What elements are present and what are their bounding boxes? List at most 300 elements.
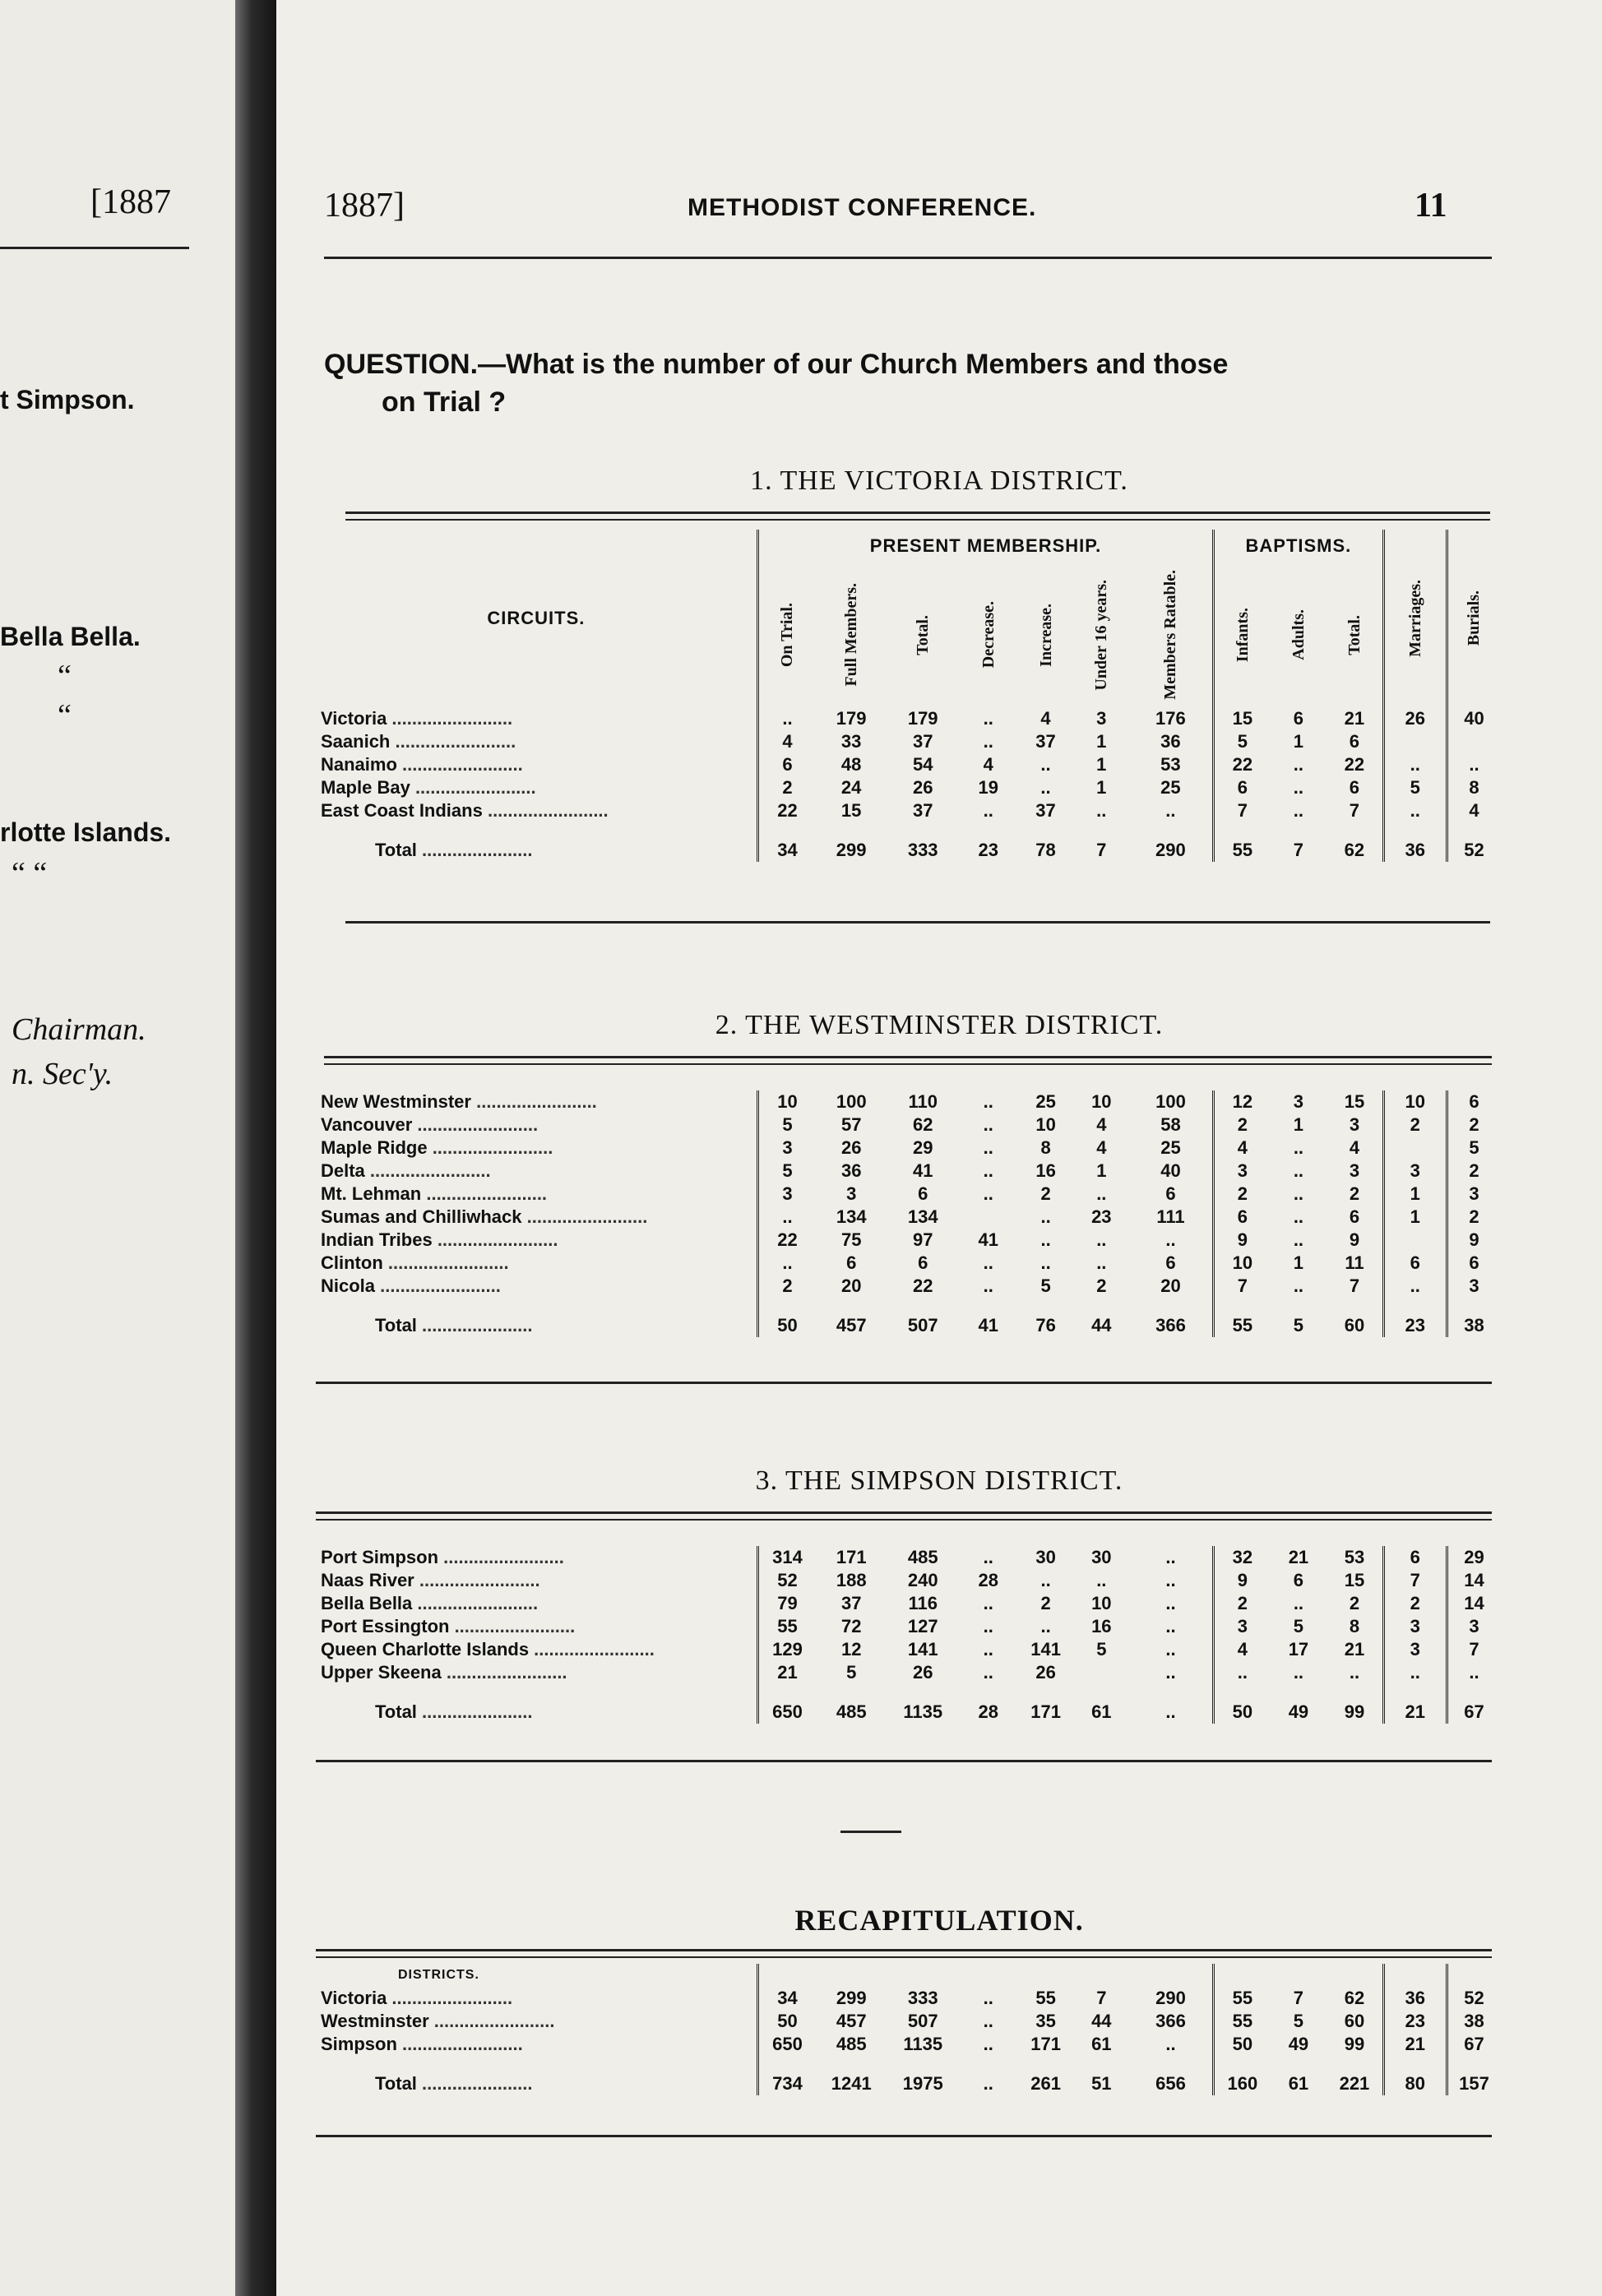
cell: 1 (1096, 1160, 1107, 1181)
cell: 21 (757, 1661, 816, 1684)
cell: .. (983, 2011, 993, 2031)
cell: .. (983, 1275, 993, 1296)
cell: 3 (1383, 1615, 1447, 1638)
cell: .. (983, 1114, 993, 1135)
facing-fragment: rlotte Islands. (0, 817, 172, 847)
cell: 3 (1214, 1615, 1271, 1638)
cell: 37 (912, 731, 933, 752)
cell: 11 (1345, 1252, 1364, 1273)
cell: 7 (1096, 840, 1107, 860)
table-body (316, 707, 1500, 862)
cell: .. (1040, 777, 1051, 798)
cell: .. (983, 1988, 993, 2008)
table-row (316, 776, 1500, 799)
column-header: Full Members. (842, 583, 861, 687)
cell: 5 (1293, 1315, 1304, 1335)
cell: .. (1214, 1661, 1271, 1684)
cell: 171 (1030, 2034, 1061, 2054)
cell: 36 (1160, 731, 1181, 752)
cell: 110 (908, 1091, 938, 1112)
facing-fragment: t Simpson. (0, 385, 135, 414)
cell: 366 (1155, 1315, 1186, 1335)
cell (1447, 730, 1500, 753)
cell: 179 (836, 708, 867, 729)
cell: 111 (1156, 1206, 1185, 1227)
cell: 1 (1293, 731, 1303, 752)
circuit-name: Victoria ........................ (321, 708, 513, 729)
present-membership-header: PRESENT MEMBERSHIP. (757, 530, 1213, 562)
cell: 37 (912, 800, 933, 821)
cell: 2 (1383, 1113, 1447, 1136)
cell: 14 (1447, 1592, 1500, 1615)
cell: 6 (1383, 1546, 1447, 1569)
cell: 2 (1096, 1275, 1107, 1296)
table-row (316, 1661, 1500, 1684)
cell: 3 (1383, 1638, 1447, 1661)
cell: 17 (1288, 1639, 1309, 1660)
cell: 67 (1447, 2033, 1500, 2056)
cell: 3 (757, 1136, 816, 1160)
table (316, 1090, 1500, 1337)
cell: 261 (1030, 2073, 1061, 2094)
table-row (316, 1615, 1500, 1638)
cell: 7 (1293, 1988, 1304, 2008)
recap-title: RECAPITULATION. (794, 1904, 1084, 1937)
cell: .. (1293, 1206, 1304, 1227)
table-rule (316, 2135, 1492, 2137)
cell: 97 (913, 1229, 933, 1250)
cell: 5 (1214, 730, 1271, 753)
cell: 333 (907, 1988, 938, 2008)
cell: 4 (757, 730, 816, 753)
table-row (316, 1206, 1500, 1229)
cell: 6 (1349, 777, 1360, 798)
cell: 34 (757, 822, 816, 862)
cell: 176 (1155, 708, 1186, 729)
table-rule (316, 1382, 1492, 1384)
table-row (316, 1229, 1500, 1252)
circuit-name: Simpson ........................ (321, 2034, 523, 2054)
cell: 20 (1160, 1275, 1181, 1296)
district-table-westminster (316, 1090, 1500, 1337)
cell: 171 (836, 1547, 867, 1567)
header-title: METHODIST CONFERENCE. (688, 194, 1037, 221)
cell: 5 (846, 1662, 857, 1683)
cell: 25 (1160, 777, 1181, 798)
cell: .. (983, 1091, 993, 1112)
cell: 49 (1288, 2034, 1309, 2054)
total-label: Total ...................... (375, 840, 533, 860)
book-gutter (235, 0, 276, 2296)
cell: .. (1293, 1593, 1304, 1613)
column-header: On Trial. (757, 562, 816, 707)
cell: 2 (1214, 1592, 1271, 1615)
cell: .. (757, 1206, 816, 1229)
column-header: Marriages. (1383, 530, 1447, 707)
cell: 12 (840, 1639, 862, 1660)
cell (959, 1206, 1017, 1229)
cell: .. (983, 2073, 993, 2094)
cell: .. (1383, 753, 1447, 776)
table-row (316, 1275, 1500, 1298)
facing-fragment: “ “ (12, 856, 48, 891)
cell: 157 (1447, 2056, 1500, 2095)
cell: 3 (1293, 1091, 1304, 1112)
cell: 134 (907, 1206, 938, 1227)
cell: 2 (1447, 1206, 1500, 1229)
cell: 21 (1288, 1547, 1309, 1567)
cell: 1 (1383, 1183, 1447, 1206)
cell: 141 (1030, 1639, 1061, 1660)
column-header: Total. (914, 614, 933, 655)
cell: 50 (757, 1298, 816, 1337)
cell: 4 (1096, 1114, 1107, 1135)
table-rule (324, 1063, 1492, 1065)
cell: 36 (1383, 1987, 1447, 2010)
cell: 4 (983, 754, 993, 775)
facing-page (0, 0, 235, 2296)
cell: 99 (1344, 2034, 1365, 2054)
cell: 75 (840, 1229, 862, 1250)
cell: 5 (1383, 776, 1447, 799)
circuit-name: East Coast Indians ........................ (321, 800, 609, 821)
cell: 507 (907, 2011, 938, 2031)
cell: 57 (840, 1114, 862, 1135)
recap-header-row (316, 1964, 1500, 1987)
table-row (316, 730, 1500, 753)
cell: 10 (1035, 1114, 1056, 1135)
table-row (316, 1569, 1500, 1592)
circuit-name: Upper Skeena ........................ (321, 1662, 567, 1683)
cell: .. (1040, 754, 1051, 775)
cell: 55 (757, 1615, 816, 1638)
circuit-name: Clinton ........................ (321, 1252, 509, 1273)
cell: 4 (1096, 1137, 1107, 1158)
cell: 26 (1383, 707, 1447, 730)
circuit-name: Saanich ........................ (321, 731, 516, 752)
cell: 53 (1344, 1547, 1365, 1567)
table-rule (316, 1956, 1492, 1958)
cell: 55 (1035, 1988, 1056, 2008)
cell: .. (1040, 1252, 1051, 1273)
cell: 12 (1214, 1090, 1271, 1113)
cell: 457 (836, 1315, 867, 1335)
cell: 44 (1091, 2011, 1112, 2031)
cell: 19 (978, 777, 998, 798)
circuit-name: Vancouver ........................ (321, 1114, 539, 1135)
district-title: 3. THE SIMPSON DISTRICT. (755, 1465, 1123, 1496)
cell: 41 (978, 1315, 999, 1335)
cell: 61 (1091, 2034, 1112, 2054)
cell: 6 (1349, 731, 1360, 752)
table-rule (345, 921, 1490, 923)
cell: 7 (1383, 1569, 1447, 1592)
cell: 10 (1091, 1593, 1112, 1613)
table-rule (316, 1949, 1492, 1951)
column-header: Total. (1345, 614, 1364, 655)
cell: 4 (1447, 799, 1500, 822)
cell: 72 (840, 1616, 862, 1636)
cell: 188 (836, 1570, 867, 1590)
cell: 30 (1035, 1547, 1056, 1567)
cell: 26 (840, 1137, 862, 1158)
facing-fragment: Bella Bella. (0, 622, 141, 651)
cell: 485 (836, 2034, 867, 2054)
cell: 2 (1349, 1183, 1360, 1204)
cell: 5 (1293, 1616, 1304, 1636)
cell: 6 (1447, 1090, 1500, 1113)
cell: 9 (1214, 1229, 1271, 1252)
circuit-name: Port Simpson ........................ (321, 1547, 564, 1567)
cell: 2 (757, 776, 816, 799)
cell: 36 (1383, 822, 1447, 862)
question-heading (324, 345, 1500, 421)
cell: 14 (1447, 1569, 1500, 1592)
cell: 2 (1040, 1183, 1051, 1204)
cell: 1135 (903, 1701, 943, 1722)
cell: .. (1165, 1701, 1176, 1722)
cell: 10 (1091, 1091, 1112, 1112)
cell: 650 (757, 2033, 816, 2056)
column-header: Adults. (1289, 609, 1308, 660)
cell: .. (1040, 1570, 1051, 1590)
cell: 49 (1288, 1701, 1309, 1722)
cell: 58 (1160, 1114, 1181, 1135)
recap-table (316, 1964, 1500, 2095)
district-title: 1. THE VICTORIA DISTRICT. (750, 465, 1128, 496)
cell: .. (983, 708, 993, 729)
cell: 60 (1344, 1315, 1365, 1335)
cell: 134 (836, 1206, 867, 1227)
cell: 2 (1383, 1592, 1447, 1615)
cell: .. (1349, 1662, 1360, 1683)
cell: 25 (1035, 1091, 1056, 1112)
cell: 8 (1447, 776, 1500, 799)
cell: 1 (1293, 1252, 1304, 1273)
cell: 5 (1293, 2011, 1304, 2031)
cell: .. (1165, 1639, 1176, 1660)
cell: 33 (840, 731, 862, 752)
circuit-name: Sumas and Chilliwhack ........................ (321, 1206, 648, 1227)
cell: 15 (840, 800, 862, 821)
cell: 4 (1040, 708, 1051, 729)
district-table-victoria (316, 530, 1500, 862)
cell: 299 (836, 1988, 867, 2008)
question-line-2: on Trial ? (382, 387, 507, 418)
cell: .. (983, 731, 993, 752)
cell: 78 (1035, 840, 1056, 860)
cell: 1 (1383, 1206, 1447, 1229)
cell: 28 (978, 1570, 999, 1590)
cell: 366 (1155, 2011, 1186, 2031)
cell: 4 (1214, 1136, 1271, 1160)
table-row (316, 2010, 1500, 2033)
table-row (316, 2033, 1500, 2056)
cell: 80 (1383, 2056, 1447, 2095)
cell: .. (1096, 1252, 1107, 1273)
cell: 55 (1214, 1987, 1271, 2010)
cell: 37 (840, 1593, 862, 1613)
cell: 23 (1383, 1298, 1447, 1337)
cell: 8 (1040, 1137, 1051, 1158)
cell: 62 (1344, 1988, 1365, 2008)
cell: 6 (1165, 1252, 1176, 1273)
cell: .. (983, 1639, 993, 1660)
cell: .. (1165, 1593, 1176, 1613)
total-row (316, 1684, 1500, 1724)
cell: 485 (836, 1701, 867, 1722)
cell (1383, 1136, 1447, 1160)
cell: .. (1165, 1662, 1176, 1683)
cell: 290 (1155, 840, 1186, 860)
page-number: 11 (1414, 187, 1447, 225)
table-row (316, 1638, 1500, 1661)
cell: 314 (757, 1546, 816, 1569)
cell: 2 (757, 1275, 816, 1298)
cell: 15 (1344, 1570, 1365, 1590)
table (316, 530, 1500, 862)
circuit-name: Queen Charlotte Islands ........................ (321, 1639, 655, 1660)
cell: .. (1293, 1137, 1304, 1158)
cell (1074, 1661, 1129, 1684)
table-row (316, 753, 1500, 776)
table-row (316, 1592, 1500, 1615)
cell: 61 (1091, 1701, 1112, 1722)
cell: 37 (1035, 731, 1056, 752)
total-row (316, 1298, 1500, 1337)
cell: .. (757, 707, 816, 730)
circuit-name: Westminster ........................ (321, 2011, 555, 2031)
cell: .. (1040, 1229, 1051, 1250)
facing-fragment: Chairman. (12, 1012, 146, 1047)
cell: 5 (1447, 1136, 1500, 1160)
cell: 5 (1040, 1275, 1051, 1296)
table-row (316, 1987, 1500, 2010)
circuit-name: Nicola ........................ (321, 1275, 501, 1296)
cell: 1975 (902, 2073, 943, 2094)
cell: 7 (1096, 1988, 1107, 2008)
cell: 1 (1293, 1114, 1304, 1135)
cell: 9 (1214, 1569, 1271, 1592)
cell: 179 (907, 708, 938, 729)
cell: 26 (913, 1662, 933, 1683)
cell: .. (983, 1252, 993, 1273)
cell: 60 (1344, 2011, 1365, 2031)
cell: 6 (1447, 1252, 1500, 1275)
facing-page-rule (0, 247, 189, 249)
cell: 6 (1165, 1183, 1176, 1204)
table (316, 1964, 1500, 2095)
cell: 2 (1040, 1593, 1051, 1613)
page (276, 0, 1602, 2296)
cell: 36 (840, 1160, 862, 1181)
cell: 650 (757, 1684, 816, 1724)
cell: 7 (1349, 1275, 1360, 1296)
cell: 55 (1214, 1298, 1271, 1337)
cell: 3 (1447, 1275, 1500, 1298)
cell: 160 (1214, 2056, 1271, 2095)
cell: 40 (1447, 707, 1500, 730)
cell: 141 (907, 1639, 938, 1660)
cell: 30 (1091, 1547, 1112, 1567)
cell: .. (1383, 1661, 1447, 1684)
cell: 54 (912, 754, 933, 775)
table-body (316, 1090, 1500, 1337)
cell: 100 (836, 1091, 867, 1112)
cell: 26 (912, 777, 933, 798)
cell: 656 (1155, 2073, 1186, 2094)
table-row (316, 707, 1500, 730)
cell: 100 (1155, 1091, 1186, 1112)
cell: .. (1040, 1206, 1051, 1227)
cell: 171 (1030, 1701, 1061, 1722)
cell: 485 (907, 1547, 938, 1567)
cell: .. (1293, 1183, 1304, 1204)
cell: 1 (1096, 731, 1107, 752)
cell: .. (1293, 1275, 1304, 1296)
cell: .. (983, 1593, 993, 1613)
cell: 6 (1383, 1252, 1447, 1275)
circuit-name: Mt. Lehman ........................ (321, 1183, 548, 1204)
cell (1383, 730, 1447, 753)
cell: 62 (1344, 840, 1365, 860)
table-row (316, 1546, 1500, 1569)
cell: 50 (1214, 2033, 1271, 2056)
total-label: Total ...................... (375, 1315, 533, 1335)
cell: 29 (913, 1137, 933, 1158)
cell: .. (1293, 800, 1303, 821)
column-header: Under 16 years. (1092, 579, 1111, 691)
cell: 3 (1383, 1160, 1447, 1183)
cell: 15 (1344, 1091, 1365, 1112)
cell: 7 (1293, 840, 1303, 860)
cell: 6 (918, 1252, 928, 1273)
cell: 9 (1349, 1229, 1360, 1250)
cell: .. (1165, 1229, 1176, 1250)
cell: .. (1165, 800, 1176, 821)
cell: .. (1293, 777, 1303, 798)
cell: 240 (907, 1570, 938, 1590)
cell: 3 (846, 1183, 857, 1204)
cell: .. (1447, 753, 1500, 776)
districts-header: DISTRICTS. (398, 1968, 479, 1982)
cell: 7 (1214, 1275, 1271, 1298)
cell: 16 (1035, 1160, 1056, 1181)
cell: 2 (1214, 1183, 1271, 1206)
cell: .. (1096, 800, 1107, 821)
cell: 6 (1214, 776, 1271, 799)
cell: 3 (1349, 1114, 1360, 1135)
cell: .. (1165, 1570, 1176, 1590)
cell: 2 (1349, 1593, 1360, 1613)
cell: .. (1040, 1616, 1051, 1636)
district-table-simpson (316, 1546, 1500, 1724)
cell: 2 (1447, 1113, 1500, 1136)
circuit-name: Victoria ........................ (321, 1988, 513, 2008)
cell: 116 (908, 1593, 938, 1613)
cell: 3 (1447, 1183, 1500, 1206)
cell: 6 (1349, 1206, 1360, 1227)
cell: 21 (1344, 1639, 1365, 1660)
cell: 9 (1447, 1229, 1500, 1252)
table-row (316, 1183, 1500, 1206)
cell: 299 (836, 840, 867, 860)
facing-fragment: n. Sec'y. (12, 1057, 113, 1091)
baptisms-header: BAPTISMS. (1214, 530, 1383, 562)
facing-page-year: [1887 (90, 183, 171, 221)
circuit-name: Naas River ........................ (321, 1570, 540, 1590)
cell: .. (983, 1547, 993, 1567)
